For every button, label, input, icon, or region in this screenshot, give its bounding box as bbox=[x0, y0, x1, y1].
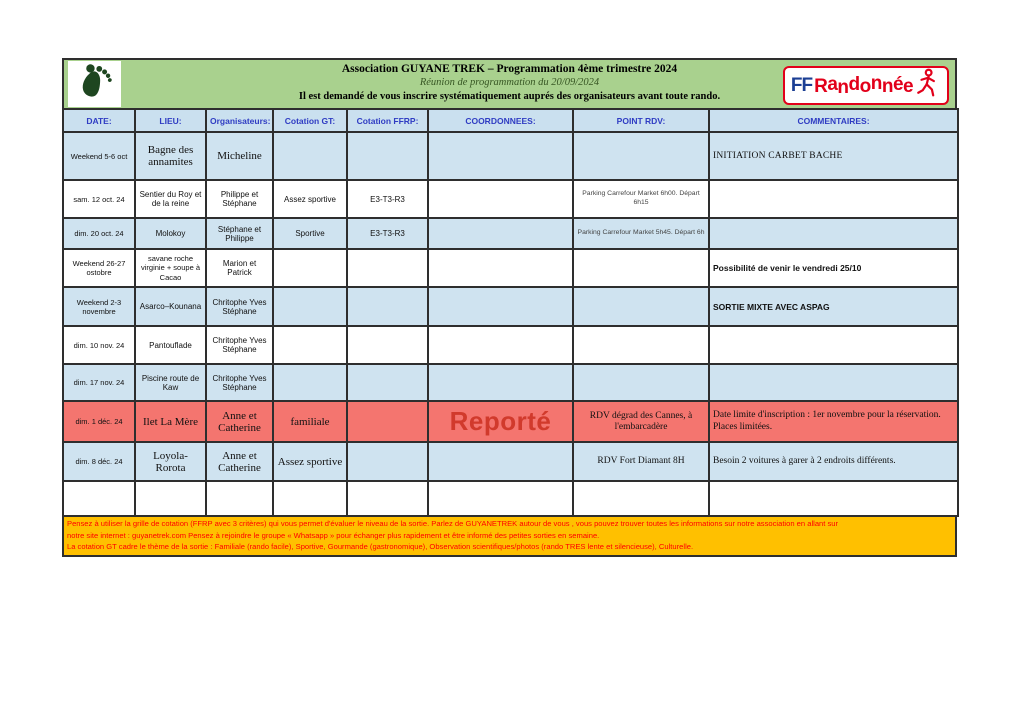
table-row bbox=[63, 180, 958, 218]
cell-cotation-gt: Assez sportive bbox=[273, 180, 347, 218]
cell-lieu: Bagne des annamites bbox=[135, 132, 206, 180]
program-table bbox=[62, 108, 959, 517]
cell-organisateurs: Micheline bbox=[206, 132, 273, 180]
table-row bbox=[63, 132, 958, 180]
cell-point-rdv: Parking Carrefour Market 6h00. Départ 6h15 bbox=[573, 180, 709, 218]
cell-organisateurs: Chritophe Yves Stéphane bbox=[206, 326, 273, 364]
cell-point-rdv: Parking Carrefour Market 5h45. Départ 6h bbox=[573, 218, 709, 249]
cell-cotation-gt: Assez sportive bbox=[273, 442, 347, 481]
cell-date: dim. 8 déc. 24 bbox=[63, 442, 135, 481]
column-header-cotation-gt: Cotation GT: bbox=[273, 109, 347, 132]
cell-coordonnees bbox=[428, 249, 573, 287]
cell-organisateurs: Stéphane et Philippe bbox=[206, 218, 273, 249]
cell-lieu: Ilet La Mère bbox=[135, 401, 206, 442]
cell-commentaires: Possibilité de venir le vendredi 25/10 bbox=[709, 249, 958, 287]
cell-coordonnees bbox=[428, 180, 573, 218]
column-header-date: DATE: bbox=[63, 109, 135, 132]
cell-commentaires bbox=[709, 481, 958, 516]
cell-organisateurs: Anne et Catherine bbox=[206, 442, 273, 481]
footer-line-1: Pensez à utiliser la grille de cotation (FFRP avec 3 critères) qui vous permet d'évaluer le niveau de la sortie. Parlez de GUYANETREK autour de vous , vous pouvez trouver toutes les informations sur notre association en allant sur bbox=[67, 519, 839, 528]
cell-cotation-ffrp bbox=[347, 401, 428, 442]
page-subtitle: Réunion de programmation du 20/09/2024 bbox=[419, 77, 600, 89]
page-note: Il est demandé de vous inscrire systématiquement auprés des organisateurs avant toute rando. bbox=[298, 90, 721, 102]
cell-date: Weekend 2-3 novembre bbox=[63, 287, 135, 326]
cell-commentaires: SORTIE MIXTE AVEC ASPAG bbox=[709, 287, 958, 326]
cell-coordonnees: Reporté bbox=[428, 401, 573, 442]
cell-lieu: Molokoy bbox=[135, 218, 206, 249]
table-row bbox=[63, 442, 958, 481]
cell-cotation-gt: Sportive bbox=[273, 218, 347, 249]
cell-commentaires bbox=[709, 180, 958, 218]
table-row bbox=[63, 481, 958, 516]
cell-coordonnees bbox=[428, 326, 573, 364]
column-header-point-rdv: POINT RDV: bbox=[573, 109, 709, 132]
cell-cotation-gt bbox=[273, 287, 347, 326]
cell-point-rdv bbox=[573, 249, 709, 287]
cell-lieu bbox=[135, 481, 206, 516]
footer-line-3: La cotation GT cadre le thème de la sortie : Familiale (rando facile), Sportive, Gourmande (gastronomique), Observation scientifiques/photos (rando TRES lente et silencieuse), Culturelle. bbox=[67, 542, 694, 551]
cell-cotation-ffrp bbox=[347, 132, 428, 180]
cell-cotation-gt bbox=[273, 326, 347, 364]
footer-line-2: notre site internet : guyanetrek.com Pensez à rejoindre le groupe « Whatsapp » pour échanger plus rapidement et être informé des petites sorties en semaine. bbox=[67, 530, 600, 540]
cell-organisateurs bbox=[206, 481, 273, 516]
cell-commentaires: Besoin 2 voitures à garer à 2 endroits différents. bbox=[709, 442, 958, 481]
page-title: Association GUYANE TREK – Programmation 4ème trimestre 2024 bbox=[341, 63, 678, 75]
cell-cotation-ffrp bbox=[347, 249, 428, 287]
cell-lieu: Loyola-Rorota bbox=[135, 442, 206, 481]
cell-coordonnees bbox=[428, 481, 573, 516]
cell-date: Weekend 5-6 oct bbox=[63, 132, 135, 180]
column-header-organisateurs: Organisateurs: bbox=[206, 109, 273, 132]
cell-commentaires: INITIATION CARBET BACHE bbox=[709, 132, 958, 180]
cell-organisateurs: Philippe et Stéphane bbox=[206, 180, 273, 218]
cell-cotation-ffrp bbox=[347, 287, 428, 326]
cell-cotation-gt bbox=[273, 364, 347, 401]
cell-coordonnees bbox=[428, 218, 573, 249]
table-row bbox=[63, 401, 958, 442]
cell-date: dim. 20 oct. 24 bbox=[63, 218, 135, 249]
cell-coordonnees bbox=[428, 287, 573, 326]
program-sheet bbox=[62, 58, 957, 557]
program-table-body bbox=[63, 132, 958, 516]
cell-lieu: savane roche virginie + soupe à Cacao bbox=[135, 249, 206, 287]
ffrandonnee-logo bbox=[783, 66, 949, 105]
cell-cotation-gt bbox=[273, 132, 347, 180]
cell-organisateurs: Marion et Patrick bbox=[206, 249, 273, 287]
cell-date: Weekend 26-27 ostobre bbox=[63, 249, 135, 287]
cell-organisateurs: Chritophe Yves Stéphane bbox=[206, 364, 273, 401]
cell-cotation-gt: familiale bbox=[273, 401, 347, 442]
cell-lieu: Sentier du Roy et de la reine bbox=[135, 180, 206, 218]
cell-cotation-ffrp bbox=[347, 326, 428, 364]
cell-lieu: Piscine route de Kaw bbox=[135, 364, 206, 401]
cell-cotation-ffrp: E3-T3-R3 bbox=[347, 218, 428, 249]
hiker-icon bbox=[915, 68, 941, 103]
column-header-lieu: LIEU: bbox=[135, 109, 206, 132]
cell-date: sam. 12 oct. 24 bbox=[63, 180, 135, 218]
banner bbox=[62, 58, 957, 110]
cell-commentaires bbox=[709, 218, 958, 249]
cell-point-rdv bbox=[573, 132, 709, 180]
cell-point-rdv: RDV Fort Diamant 8H bbox=[573, 442, 709, 481]
cell-lieu: Asarco–Kounana bbox=[135, 287, 206, 326]
cell-commentaires bbox=[709, 326, 958, 364]
cell-organisateurs: Chritophe Yves Stéphane bbox=[206, 287, 273, 326]
cell-lieu: Pantouflade bbox=[135, 326, 206, 364]
cell-date: dim. 10 nov. 24 bbox=[63, 326, 135, 364]
ffrandonnee-rando-text: Randonnée bbox=[814, 72, 914, 98]
cell-commentaires: Date limite d'inscription : 1er novembre pour la réservation. Places limitées. bbox=[709, 401, 958, 442]
ffrandonnee-ff-text: FF bbox=[790, 74, 813, 96]
cell-point-rdv bbox=[573, 364, 709, 401]
column-header-commentaires: COMMENTAIRES: bbox=[709, 109, 958, 132]
cell-cotation-gt bbox=[273, 481, 347, 516]
cell-date bbox=[63, 481, 135, 516]
table-row bbox=[63, 326, 958, 364]
cell-date: dim. 17 nov. 24 bbox=[63, 364, 135, 401]
cell-cotation-gt bbox=[273, 249, 347, 287]
cell-cotation-ffrp: E3-T3-R3 bbox=[347, 180, 428, 218]
cell-point-rdv: RDV dégrad des Cannes, à l'embarcadère bbox=[573, 401, 709, 442]
cell-point-rdv bbox=[573, 326, 709, 364]
table-row bbox=[63, 364, 958, 401]
cell-date: dim. 1 déc. 24 bbox=[63, 401, 135, 442]
cell-organisateurs: Anne et Catherine bbox=[206, 401, 273, 442]
table-row bbox=[63, 287, 958, 326]
table-row bbox=[63, 249, 958, 287]
cell-cotation-ffrp bbox=[347, 442, 428, 481]
cell-point-rdv bbox=[573, 287, 709, 326]
cell-commentaires bbox=[709, 364, 958, 401]
column-header-coordonnees: COORDONNEES: bbox=[428, 109, 573, 132]
cell-cotation-ffrp bbox=[347, 364, 428, 401]
cell-coordonnees bbox=[428, 132, 573, 180]
column-header-cotation-ffrp: Cotation FFRP: bbox=[347, 109, 428, 132]
cell-coordonnees bbox=[428, 364, 573, 401]
cell-coordonnees bbox=[428, 442, 573, 481]
info-footer bbox=[62, 515, 957, 557]
header-row bbox=[63, 109, 958, 132]
cell-cotation-ffrp bbox=[347, 481, 428, 516]
cell-point-rdv bbox=[573, 481, 709, 516]
table-row bbox=[63, 218, 958, 249]
